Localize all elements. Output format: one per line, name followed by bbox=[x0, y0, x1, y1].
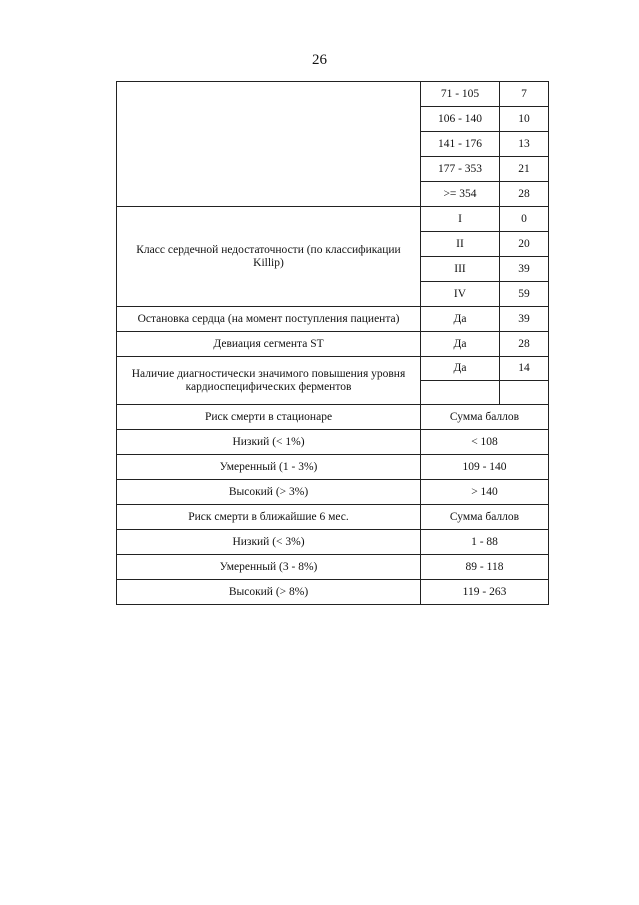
score-cell: 13 bbox=[500, 132, 549, 157]
risk-range-cell: < 108 bbox=[421, 430, 549, 455]
top-block-label bbox=[117, 82, 421, 207]
value-cell: Да bbox=[421, 357, 500, 381]
score-cell: 7 bbox=[500, 82, 549, 107]
score-cell: 14 bbox=[500, 357, 549, 381]
table-row bbox=[117, 480, 549, 505]
score-cell: 28 bbox=[500, 332, 549, 357]
range-cell: 106 - 140 bbox=[421, 107, 500, 132]
risk-level-cell: Высокий (> 3%) bbox=[117, 480, 421, 505]
killip-class-cell: IV bbox=[421, 282, 500, 307]
table-row bbox=[117, 580, 549, 605]
table-row bbox=[117, 530, 549, 555]
risk-level-cell: Низкий (< 3%) bbox=[117, 530, 421, 555]
empty-cell bbox=[500, 381, 549, 405]
score-sum-header: Сумма баллов bbox=[421, 505, 549, 530]
score-cell: 10 bbox=[500, 107, 549, 132]
value-cell: Да bbox=[421, 307, 500, 332]
table-row bbox=[117, 332, 549, 357]
risk-range-cell: 1 - 88 bbox=[421, 530, 549, 555]
page-number: 26 bbox=[312, 52, 327, 68]
score-cell: 28 bbox=[500, 182, 549, 207]
score-cell: 39 bbox=[500, 257, 549, 282]
arrest-label: Остановка сердца (на момент поступления пациента) bbox=[117, 307, 421, 332]
grace-score-table bbox=[116, 81, 549, 605]
range-cell: >= 354 bbox=[421, 182, 500, 207]
risk-level-cell: Низкий (< 1%) bbox=[117, 430, 421, 455]
killip-class-cell: I bbox=[421, 207, 500, 232]
table-row bbox=[117, 307, 549, 332]
empty-cell bbox=[421, 381, 500, 405]
killip-class-cell: II bbox=[421, 232, 500, 257]
range-cell: 71 - 105 bbox=[421, 82, 500, 107]
table-row bbox=[117, 357, 549, 381]
risk-level-cell: Умеренный (3 - 8%) bbox=[117, 555, 421, 580]
risk-range-cell: > 140 bbox=[421, 480, 549, 505]
risk-range-cell: 89 - 118 bbox=[421, 555, 549, 580]
table-row bbox=[117, 405, 549, 430]
enzymes-label: Наличие диагностически значимого повышения уровня кардиоспецифических ферментов bbox=[117, 357, 421, 405]
range-cell: 177 - 353 bbox=[421, 157, 500, 182]
score-sum-header: Сумма баллов bbox=[421, 405, 549, 430]
hospital-risk-header: Риск смерти в стационаре bbox=[117, 405, 421, 430]
score-cell: 0 bbox=[500, 207, 549, 232]
range-cell: 141 - 176 bbox=[421, 132, 500, 157]
table-row bbox=[117, 505, 549, 530]
value-cell: Да bbox=[421, 332, 500, 357]
table-row bbox=[117, 555, 549, 580]
table-row bbox=[117, 207, 549, 232]
risk-range-cell: 119 - 263 bbox=[421, 580, 549, 605]
score-cell: 59 bbox=[500, 282, 549, 307]
risk-range-cell: 109 - 140 bbox=[421, 455, 549, 480]
table-row bbox=[117, 430, 549, 455]
table-row bbox=[117, 82, 549, 107]
risk-level-cell: Умеренный (1 - 3%) bbox=[117, 455, 421, 480]
table-row bbox=[117, 455, 549, 480]
score-cell: 20 bbox=[500, 232, 549, 257]
killip-class-cell: III bbox=[421, 257, 500, 282]
score-cell: 39 bbox=[500, 307, 549, 332]
score-cell: 21 bbox=[500, 157, 549, 182]
six-month-risk-header: Риск смерти в ближайшие 6 мес. bbox=[117, 505, 421, 530]
risk-level-cell: Высокий (> 8%) bbox=[117, 580, 421, 605]
killip-label: Класс сердечной недостаточности (по классификации Killip) bbox=[117, 207, 421, 307]
st-label: Девиация сегмента ST bbox=[117, 332, 421, 357]
